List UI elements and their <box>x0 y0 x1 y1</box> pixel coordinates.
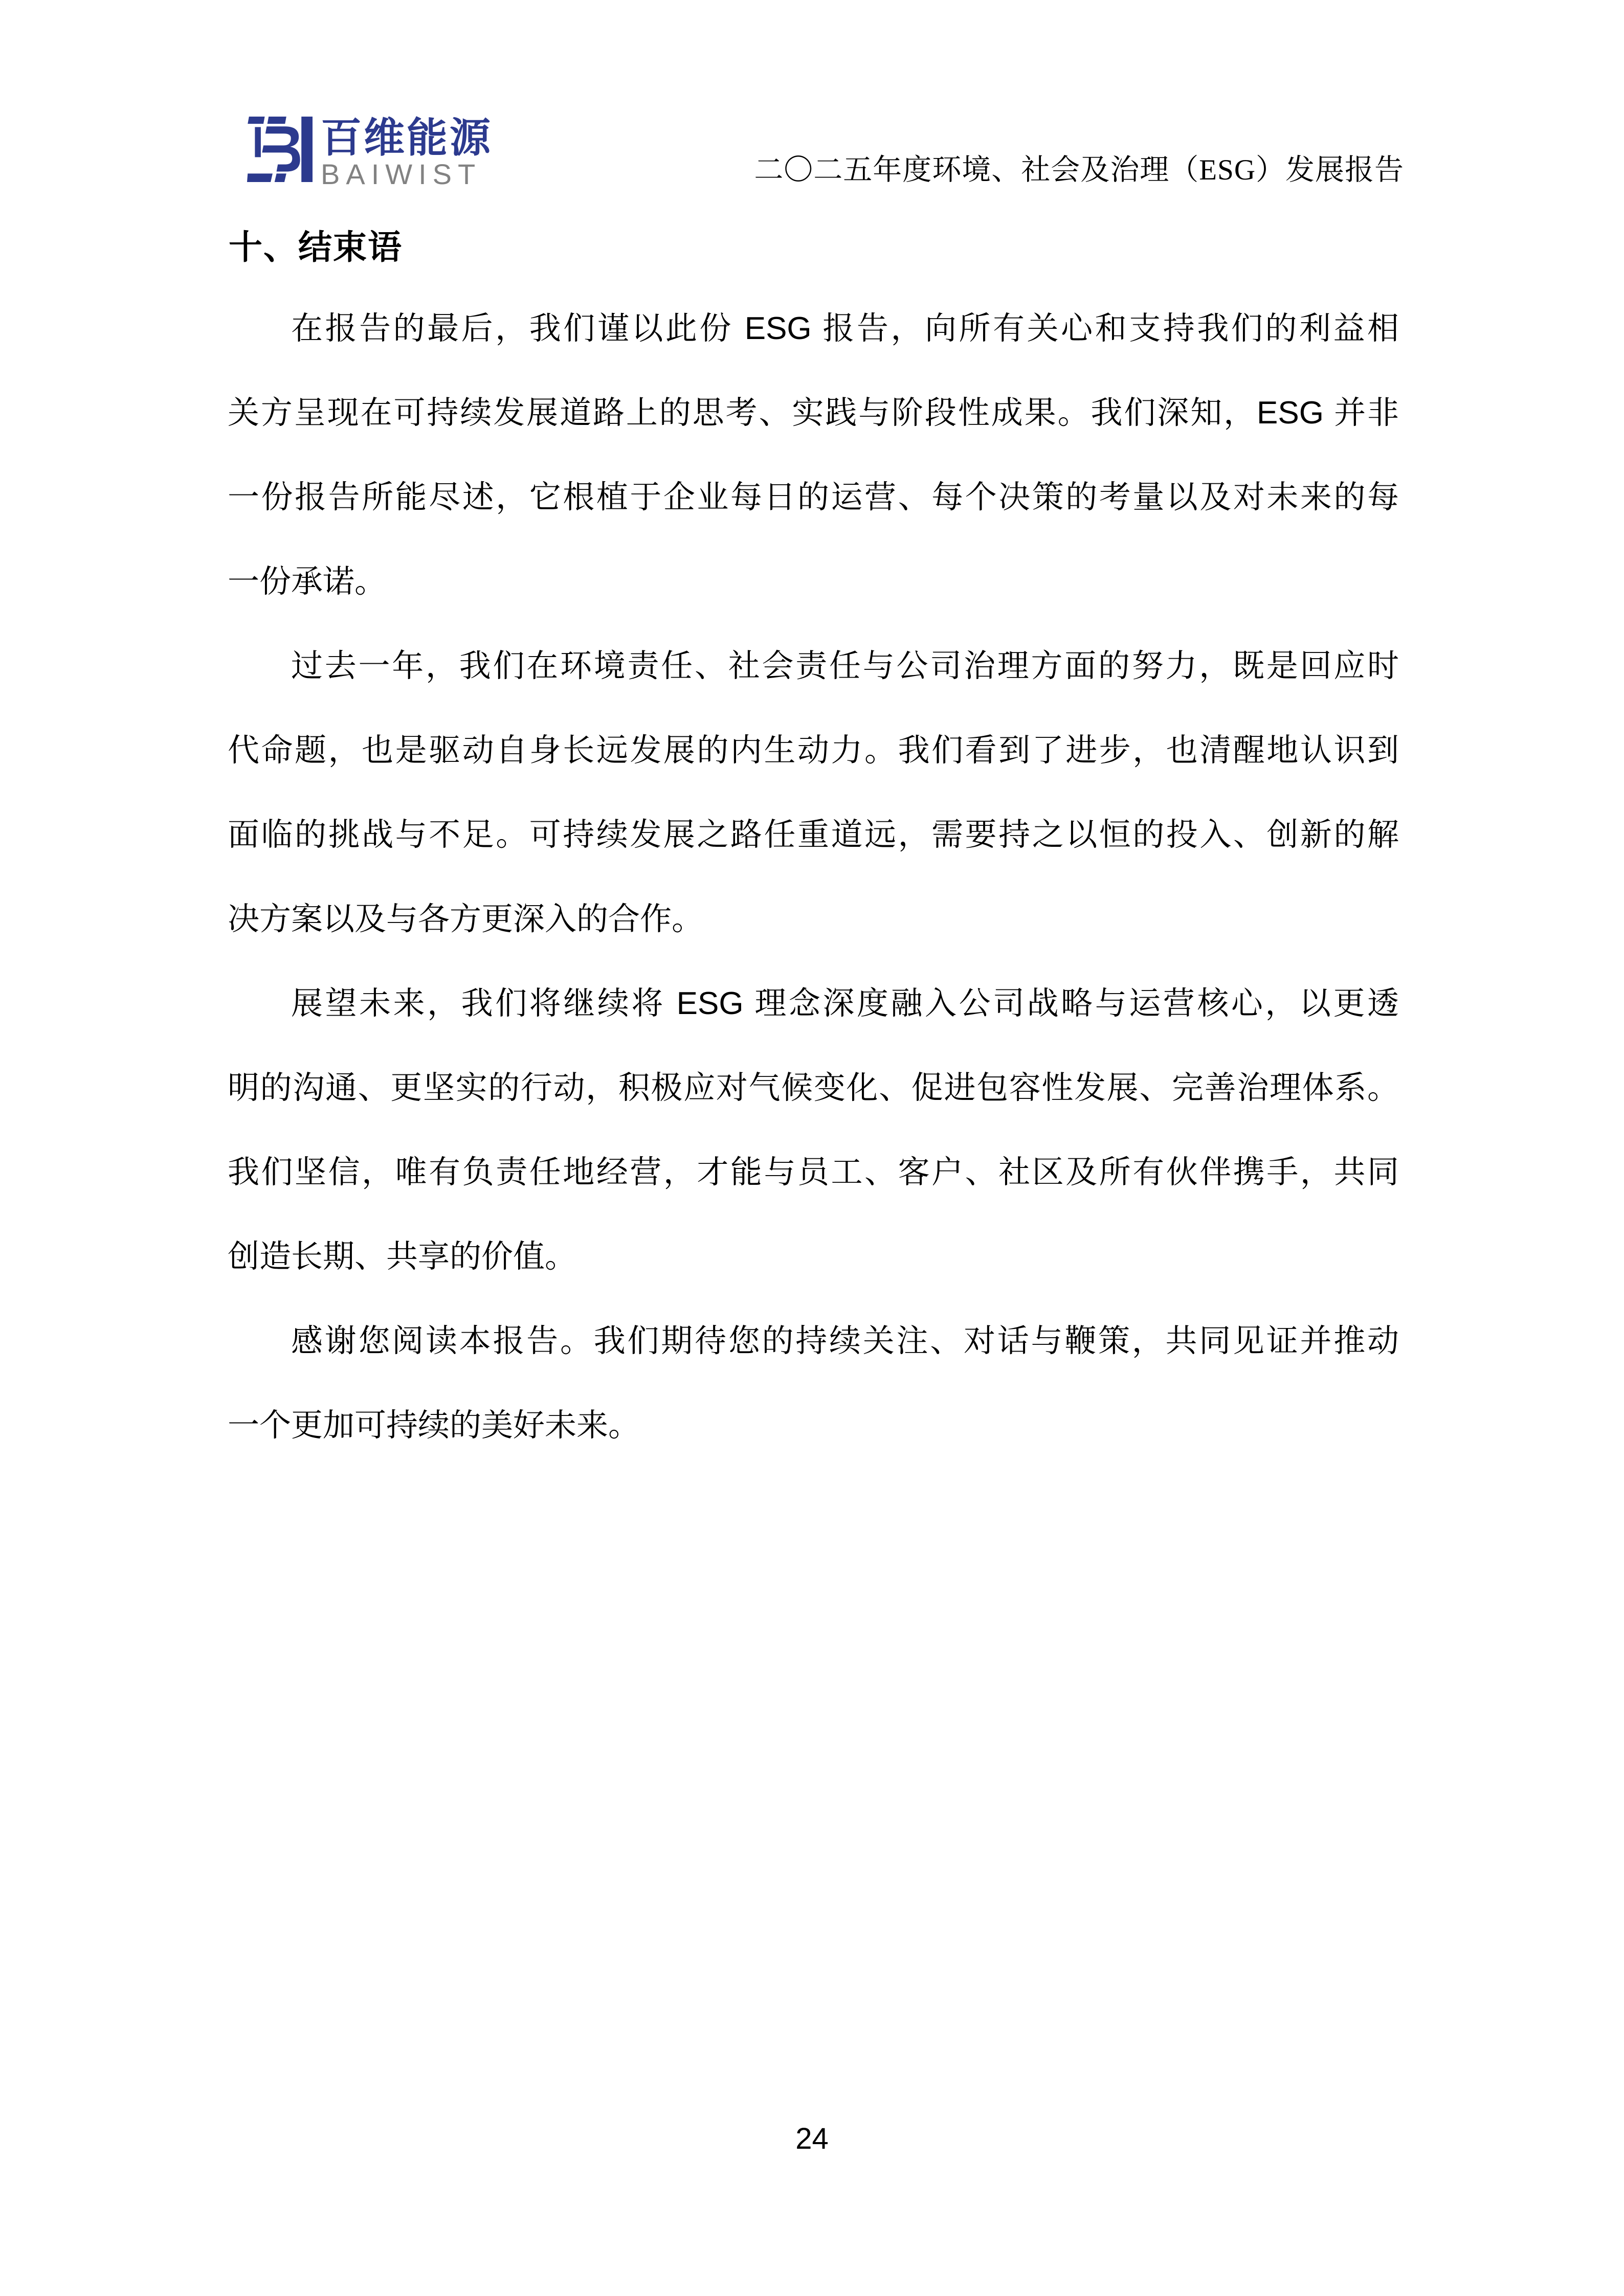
paragraph <box>228 1299 1399 1468</box>
logo-en-text: BAIWIST <box>321 158 482 190</box>
page-number: 24 <box>795 2122 829 2155</box>
report-title: 二〇二五年度环境、社会及治理（ESG）发展报告 <box>754 154 1404 186</box>
body-text <box>228 286 1399 1468</box>
body-line: 创造长期、共享的价值。 <box>228 1239 577 1274</box>
body-line: 在报告的最后，我们谨以此份 ESG 报告，向所有关心和支持我们的利益相 <box>291 311 1399 346</box>
body-line: 一份报告所能尽述，它根植于企业每日的运营、每个决策的考量以及对未来的每 <box>228 480 1399 515</box>
section-heading: 十、结束语 <box>229 228 403 266</box>
body-line: 一份承诺。 <box>228 564 387 599</box>
paragraph <box>228 286 1399 624</box>
paragraph <box>228 961 1399 1299</box>
body-line: 代命题，也是驱动自身长远发展的内生动力。我们看到了进步，也清醒地认识到 <box>228 733 1399 768</box>
body-line: 关方呈现在可持续发展道路上的思考、实践与阶段性成果。我们深知，ESG 并非 <box>228 395 1399 431</box>
logo-text <box>321 117 493 189</box>
body-line: 感谢您阅读本报告。我们期待您的持续关注、对话与鞭策，共同见证并推动 <box>291 1323 1399 1359</box>
logo-cn-text: 百维能源 <box>321 115 493 161</box>
body-line: 过去一年，我们在环境责任、社会责任与公司治理方面的努力，既是回应时 <box>291 648 1399 684</box>
body-line: 一个更加可持续的美好未来。 <box>228 1408 640 1443</box>
body-line: 我们坚信，唯有负责任地经营，才能与员工、客户、社区及所有伙伴携手，共同 <box>228 1155 1399 1190</box>
baiwist-logo-icon <box>247 117 313 182</box>
body-line: 明的沟通、更坚实的行动，积极应对气候变化、促进包容性发展、完善治理体系。 <box>228 1070 1399 1106</box>
body-line: 决方案以及与各方更深入的合作。 <box>228 902 704 937</box>
paragraph <box>228 624 1399 961</box>
body-line: 面临的挑战与不足。可持续发展之路任重道远，需要持之以恒的投入、创新的解 <box>228 817 1399 852</box>
body-line: 展望未来，我们将继续将 ESG 理念深度融入公司战略与运营核心，以更透 <box>291 986 1399 1021</box>
company-logo <box>247 117 493 189</box>
